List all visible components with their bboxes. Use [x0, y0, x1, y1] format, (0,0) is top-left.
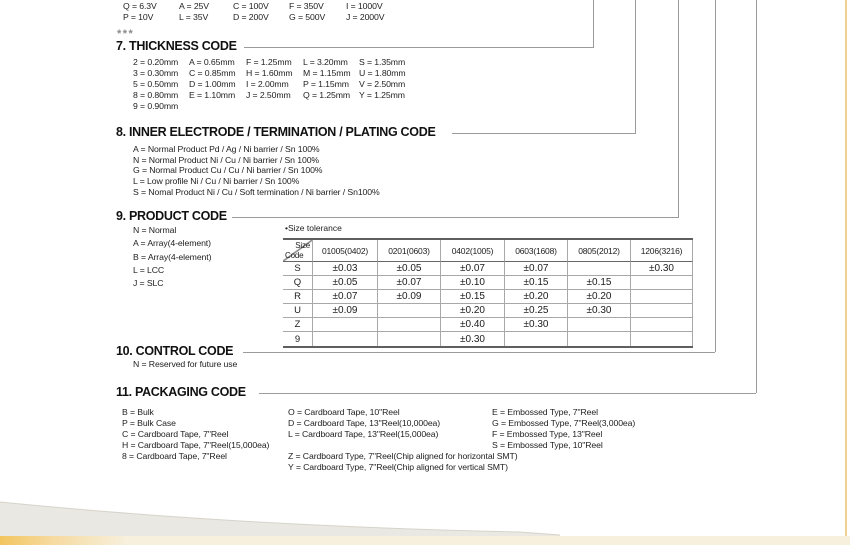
packaging-code: P = Bulk Case	[122, 418, 176, 428]
footer-band-accent	[0, 536, 150, 545]
table-row-label: 9	[283, 332, 313, 346]
table-value-cell: ±0.09	[378, 290, 441, 304]
table-value-cell	[631, 290, 693, 304]
table-value-cell	[631, 276, 693, 290]
thickness-code: D = 1.00mm	[189, 79, 236, 89]
table-value-cell: ±0.40	[441, 318, 505, 332]
section-7-title: 7. THICKNESS CODE	[116, 40, 242, 53]
section-7-rule	[244, 47, 593, 48]
thickness-code: C = 0.85mm	[189, 68, 236, 78]
packaging-code: E = Embossed Type, 7"Reel	[492, 407, 598, 417]
table-header-cell: 0402(1005)	[441, 240, 505, 262]
packaging-code: O = Cardboard Tape, 10"Reel	[288, 407, 400, 417]
thickness-code: L = 3.20mm	[303, 57, 348, 67]
table-value-cell: ±0.07	[378, 276, 441, 290]
table-value-cell	[568, 332, 631, 346]
table-value-cell: ±0.30	[441, 332, 505, 346]
thickness-code: 5 = 0.50mm	[133, 79, 179, 89]
section-10-title: 10. CONTROL CODE	[116, 345, 238, 358]
voltage-code: I = 1000V	[346, 1, 383, 11]
packaging-code: H = Cardboard Tape, 7"Reel(15,000ea)	[122, 440, 270, 450]
table-value-cell	[505, 332, 568, 346]
table-header-cell: 1206(3216)	[631, 240, 693, 262]
thickness-code: A = 0.65mm	[189, 57, 235, 67]
voltage-code: P = 10V	[123, 12, 154, 22]
termination-code: S = Nomal Product Ni / Cu / Soft termination / Ni barrier / Sn100%	[133, 187, 380, 197]
product-code: N = Normal	[133, 225, 177, 235]
table-row-label: U	[283, 304, 313, 318]
thickness-code: V = 2.50mm	[359, 79, 406, 89]
packaging-code: G = Embossed Type, 7"Reel(3,000ea)	[492, 418, 636, 428]
table-value-cell	[313, 318, 378, 332]
table-value-cell	[378, 318, 441, 332]
thickness-code: P = 1.15mm	[303, 79, 349, 89]
table-header-cell: 0603(1608)	[505, 240, 568, 262]
table-value-cell: ±0.20	[505, 290, 568, 304]
packaging-code: S = Embossed Type, 10"Reel	[492, 440, 603, 450]
connector-line-thickness	[593, 0, 594, 48]
page-edge-accent-line	[845, 0, 847, 536]
footnote-stars: ***	[117, 28, 135, 40]
table-value-cell: ±0.07	[313, 290, 378, 304]
voltage-code: Q = 6.3V	[123, 1, 157, 11]
size-tolerance-note: •Size tolerance	[285, 223, 342, 233]
table-value-cell	[568, 262, 631, 276]
packaging-code: D = Cardboard Tape, 13"Reel(10,000ea)	[288, 418, 441, 428]
thickness-code: I = 2.00mm	[246, 79, 289, 89]
packaging-code: L = Cardboard Tape, 13"Reel(15,000ea)	[288, 429, 439, 439]
thickness-code: 3 = 0.30mm	[133, 68, 179, 78]
table-value-cell: ±0.30	[568, 304, 631, 318]
table-row-label: Q	[283, 276, 313, 290]
packaging-code: B = Bulk	[122, 407, 154, 417]
section-11-rule	[259, 393, 756, 394]
section-8-title: 8. INNER ELECTRODE / TERMINATION / PLATING CODE	[116, 126, 440, 139]
table-value-cell: ±0.25	[505, 304, 568, 318]
table-value-cell: ±0.05	[378, 262, 441, 276]
voltage-code: J = 2000V	[346, 12, 385, 22]
table-row-label: Z	[283, 318, 313, 332]
size-tolerance-table	[283, 238, 693, 348]
table-header-cell: 0201(0603)	[378, 240, 441, 262]
section-10-rule	[243, 352, 715, 353]
connector-line-packaging	[756, 0, 757, 393]
packaging-code: C = Cardboard Tape, 7"Reel	[122, 429, 229, 439]
voltage-code: A = 25V	[179, 1, 209, 11]
termination-code: L = Low profile Ni / Cu / Ni barrier / Sn 100%	[133, 176, 300, 186]
connector-line-product	[678, 0, 679, 218]
table-value-cell	[378, 304, 441, 318]
voltage-code: C = 100V	[233, 1, 269, 11]
section-8-rule	[452, 133, 635, 134]
thickness-code: E = 1.10mm	[189, 90, 236, 100]
packaging-code: Y = Cardboard Type, 7"Reel(Chip aligned for vertical SMT)	[288, 462, 508, 472]
connector-line-electrode	[635, 0, 636, 134]
packaging-code: F = Embossed Type, 13"Reel	[492, 429, 603, 439]
table-value-cell: ±0.15	[441, 290, 505, 304]
thickness-code: 2 = 0.20mm	[133, 57, 179, 67]
thickness-code: M = 1.15mm	[303, 68, 351, 78]
voltage-code: D = 200V	[233, 12, 269, 22]
table-value-cell	[378, 332, 441, 346]
product-code: J = SLC	[133, 278, 164, 288]
termination-code: A = Normal Product Pd / Ag / Ni barrier / Sn 100%	[133, 144, 320, 154]
table-corner-cell	[283, 240, 313, 262]
table-value-cell: ±0.15	[568, 276, 631, 290]
thickness-code: Q = 1.25mm	[303, 90, 351, 100]
product-code: B = Array(4-element)	[133, 252, 212, 262]
table-value-cell: ±0.15	[505, 276, 568, 290]
table-value-cell: ±0.10	[441, 276, 505, 290]
table-value-cell: ±0.07	[505, 262, 568, 276]
table-header-cell: 01005(0402)	[313, 240, 378, 262]
table-row-label: R	[283, 290, 313, 304]
termination-code: N = Normal Product Ni / Cu / Ni barrier / Sn 100%	[133, 155, 320, 165]
thickness-code: F = 1.25mm	[246, 57, 292, 67]
table-value-cell	[631, 304, 693, 318]
voltage-code: G = 500V	[289, 12, 326, 22]
table-value-cell: ±0.30	[505, 318, 568, 332]
thickness-code: J = 2.50mm	[246, 90, 291, 100]
thickness-code: H = 1.60mm	[246, 68, 293, 78]
thickness-code: U = 1.80mm	[359, 68, 406, 78]
table-value-cell: ±0.05	[313, 276, 378, 290]
table-value-cell	[631, 332, 693, 346]
section-11-title: 11. PACKAGING CODE	[116, 386, 251, 399]
table-value-cell: ±0.09	[313, 304, 378, 318]
table-value-cell: ±0.30	[631, 262, 693, 276]
table-value-cell: ±0.03	[313, 262, 378, 276]
section-9-rule	[227, 217, 678, 218]
corner-size-label: Size	[295, 241, 310, 250]
footer-swoosh	[0, 498, 560, 536]
table-value-cell: ±0.20	[568, 290, 631, 304]
table-value-cell	[631, 318, 693, 332]
section-9-title: 9. PRODUCT CODE	[116, 210, 232, 223]
table-value-cell	[568, 318, 631, 332]
connector-line-control	[715, 0, 716, 352]
packaging-code: 8 = Cardboard Tape, 7"Reel	[122, 451, 227, 461]
control-code: N = Reserved for future use	[133, 359, 238, 369]
voltage-code: F = 350V	[289, 1, 324, 11]
table-value-cell: ±0.20	[441, 304, 505, 318]
thickness-code: S = 1.35mm	[359, 57, 406, 67]
table-value-cell	[313, 332, 378, 346]
product-code: L = LCC	[133, 265, 165, 275]
table-value-cell: ±0.07	[441, 262, 505, 276]
thickness-code: 9 = 0.90mm	[133, 101, 179, 111]
packaging-code: Z = Cardboard Type, 7"Reel(Chip aligned for horizontal SMT)	[288, 451, 518, 461]
thickness-code: Y = 1.25mm	[359, 90, 405, 100]
table-header-cell: 0805(2012)	[568, 240, 631, 262]
table-row-label: S	[283, 262, 313, 276]
voltage-code: L = 35V	[179, 12, 209, 22]
thickness-code: 8 = 0.80mm	[133, 90, 179, 100]
termination-code: G = Normal Product Cu / Cu / Ni barrier / Sn 100%	[133, 165, 323, 175]
corner-code-label: Code	[285, 251, 304, 260]
product-code: A = Array(4-element)	[133, 238, 211, 248]
